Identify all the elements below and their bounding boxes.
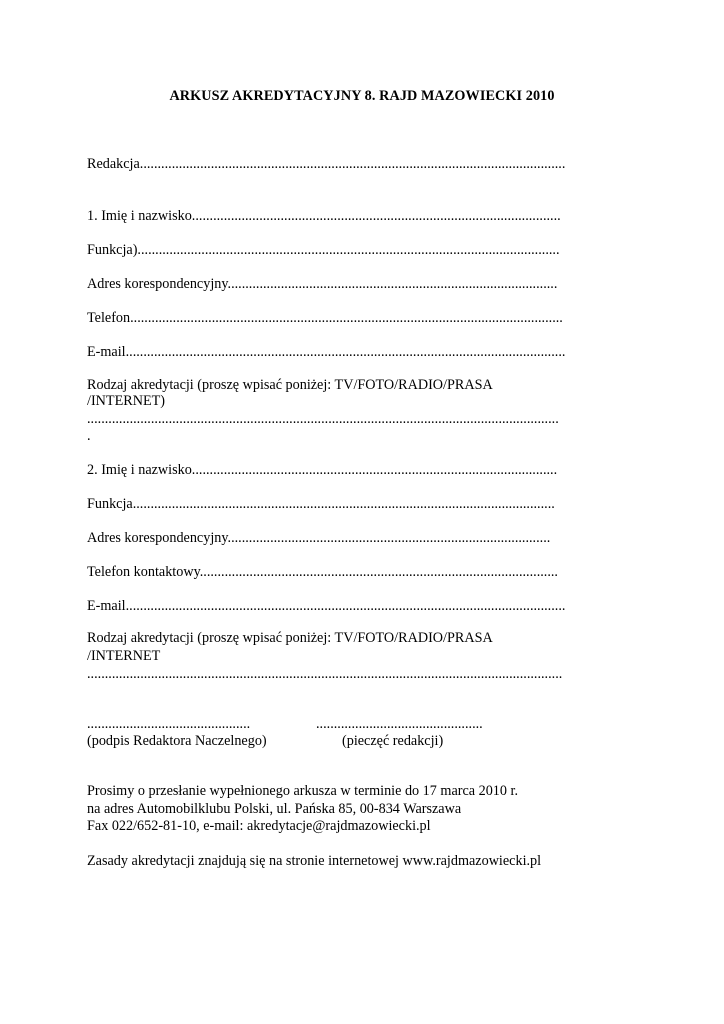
- person2-address-field: Adres korespondencyjny...........................................................................................: [87, 530, 551, 546]
- editor-signature-line: ..............................................: [87, 716, 251, 732]
- person1-phone-field: Telefon..........................................................................................................................: [87, 310, 563, 326]
- person2-phone-field: Telefon kontaktowy.....................................................................................................: [87, 564, 558, 580]
- person1-name-field: 1. Imię i nazwisko........................................................................................................: [87, 208, 561, 224]
- person2-accreditation-label: Rodzaj akredytacji (proszę wpisać poniżej: TV/FOTO/RADIO/PRASA: [87, 630, 493, 646]
- person1-email-field: E-mail............................................................................................................................: [87, 344, 566, 360]
- editor-signature-label: (podpis Redaktora Naczelnego): [87, 733, 267, 749]
- person2-name-field: 2. Imię i nazwisko.......................................................................................................: [87, 462, 558, 478]
- person2-email-field: E-mail............................................................................................................................: [87, 598, 566, 614]
- footer-address: na adres Automobilklubu Polski, ul. Pańska 85, 00-834 Warszawa: [87, 801, 462, 817]
- redakcja-field: Redakcja........................................................................................................................: [87, 156, 566, 172]
- footer-deadline: Prosimy o przesłanie wypełnionego arkusza w terminie do 17 marca 2010 r.: [87, 783, 519, 799]
- person2-accreditation-label-cont: /INTERNET: [87, 648, 161, 664]
- person1-accreditation-label-cont: /INTERNET): [87, 393, 166, 409]
- person1-accreditation-dot: .: [87, 428, 91, 444]
- footer-rules: Zasady akredytacji znajdują się na stronie internetowej www.rajdmazowiecki.pl: [87, 853, 542, 869]
- person1-function-field: Funkcja).......................................................................................................................: [87, 242, 560, 258]
- stamp-signature-label: (pieczęć redakcji): [342, 733, 444, 749]
- stamp-signature-line: ...............................................: [316, 716, 483, 732]
- person1-accreditation-field: .....................................................................................................................................: [87, 411, 559, 427]
- person2-accreditation-field: ......................................................................................................................................: [87, 666, 563, 682]
- page-title: ARKUSZ AKREDYTACYJNY 8. RAJD MAZOWIECKI 2010: [169, 88, 555, 104]
- person1-address-field: Adres korespondencyjny.............................................................................................: [87, 276, 558, 292]
- person2-function-field: Funkcja.......................................................................................................................: [87, 496, 555, 512]
- person1-accreditation-label: Rodzaj akredytacji (proszę wpisać poniżej: TV/FOTO/RADIO/PRASA: [87, 377, 493, 393]
- footer-contact: Fax 022/652-81-10, e-mail: akredytacje@rajdmazowiecki.pl: [87, 818, 431, 834]
